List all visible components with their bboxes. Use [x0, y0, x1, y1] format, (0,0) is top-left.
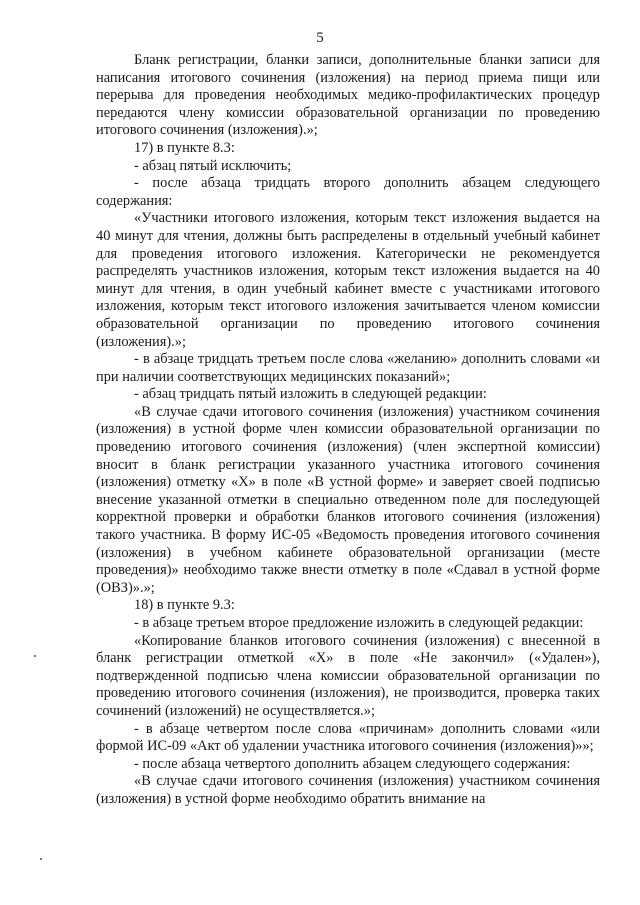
paragraph-quote-oral-form: «В случае сдачи итогового сочинения (изложения) участником сочинения (изложения) в устной форме член комиссии образовательной организации по проведению итогового сочинения (изложения) (член экспертной комиссии) вносит в бланк регистрации указанного участника итогового сочинения (изложения) отметку «Х» в поле «В устной форме» и заверяет своей подписью внесение указанной отметки в специально отведенном поле для последующей корректной проверки и обработки бланков итогового сочинения (изложения) такого участника. В форму ИС-05 «Ведомость проведения итогового сочинения (изложения) в учебном кабинете образовательной организации (месте проведения)» необходимо также внести отметку в поле «Сдавал в устной форме (ОВЗ)».»;: [96, 403, 600, 596]
paragraph-item-18: 18) в пункте 9.3:: [134, 597, 235, 614]
paragraph-add-is09: - в абзаце четвертом после слова «причинам» дополнить словами «или формой ИС-09 «Акт об удалении участника итогового сочинения (изложения)»»;: [96, 720, 600, 755]
paragraph-add-after-32: - после абзаца тридцать второго дополнить абзацем следующего содержания:: [96, 175, 600, 209]
paragraph-blank-transfer: Бланк регистрации, бланки записи, дополнительные бланки записи для написания итогового сочинения (изложения) на период приема пищи или перерыва для проведения необходимых медико-профилактических процедур передаются члену комиссии образовательной организации по проведению итогового сочинения (изложения).»;: [96, 52, 600, 139]
paragraph-quote-copying: «Копирование бланков итогового сочинения (изложения) с внесенной в бланк регистрации отметкой «Х» в поле «Не закончил» («Удален»), подтвержденной подписью члена комиссии образовательной организации по проведению итогового сочинения (изложения), не производится, проверка таких сочинений (изложений) не осуществляется.»;: [96, 632, 600, 719]
page-number: 5: [316, 30, 324, 46]
paragraph-quote-participants: «Участники итогового изложения, которым текст изложения выдается на 40 минут для чтения, должны быть распределены в отдельный учебный кабинет для проведения итогового изложения. Категорически не рекомендуется распределять участников изложения, которым текст изложения выдается на 40 минут для чтения, в один учебный кабинет вместе с участниками итогового изложения, которым текст итогового изложения зачитывается членом комиссии образовательной организации по проведению итогового сочинения (изложения).»;: [96, 210, 600, 350]
document-body: [96, 52, 600, 809]
paragraph-quote-oral-attention: «В случае сдачи итогового сочинения (изложения) участником сочинения (изложения) в устной форме необходимо обратить внимание на: [96, 773, 600, 807]
scan-speck: [34, 655, 36, 657]
paragraph-delete-fifth: - абзац пятый исключить;: [134, 157, 292, 174]
paragraph-add-after-4: - после абзаца четвертого дополнить абзацем следующего содержания:: [134, 755, 571, 772]
paragraph-35-revision: - абзац тридцать пятый изложить в следующей редакции:: [134, 386, 487, 403]
paragraph-add-medical: - в абзаце тридцать третьем после слова «желанию» дополнить словами «и при наличии соответствующих медицинских показаний»;: [96, 351, 600, 385]
scan-speck: [40, 858, 42, 860]
paragraph-item-17: 17) в пункте 8.3:: [134, 139, 235, 156]
paragraph-third-revision: - в абзаце третьем второе предложение изложить в следующей редакции:: [134, 615, 584, 631]
